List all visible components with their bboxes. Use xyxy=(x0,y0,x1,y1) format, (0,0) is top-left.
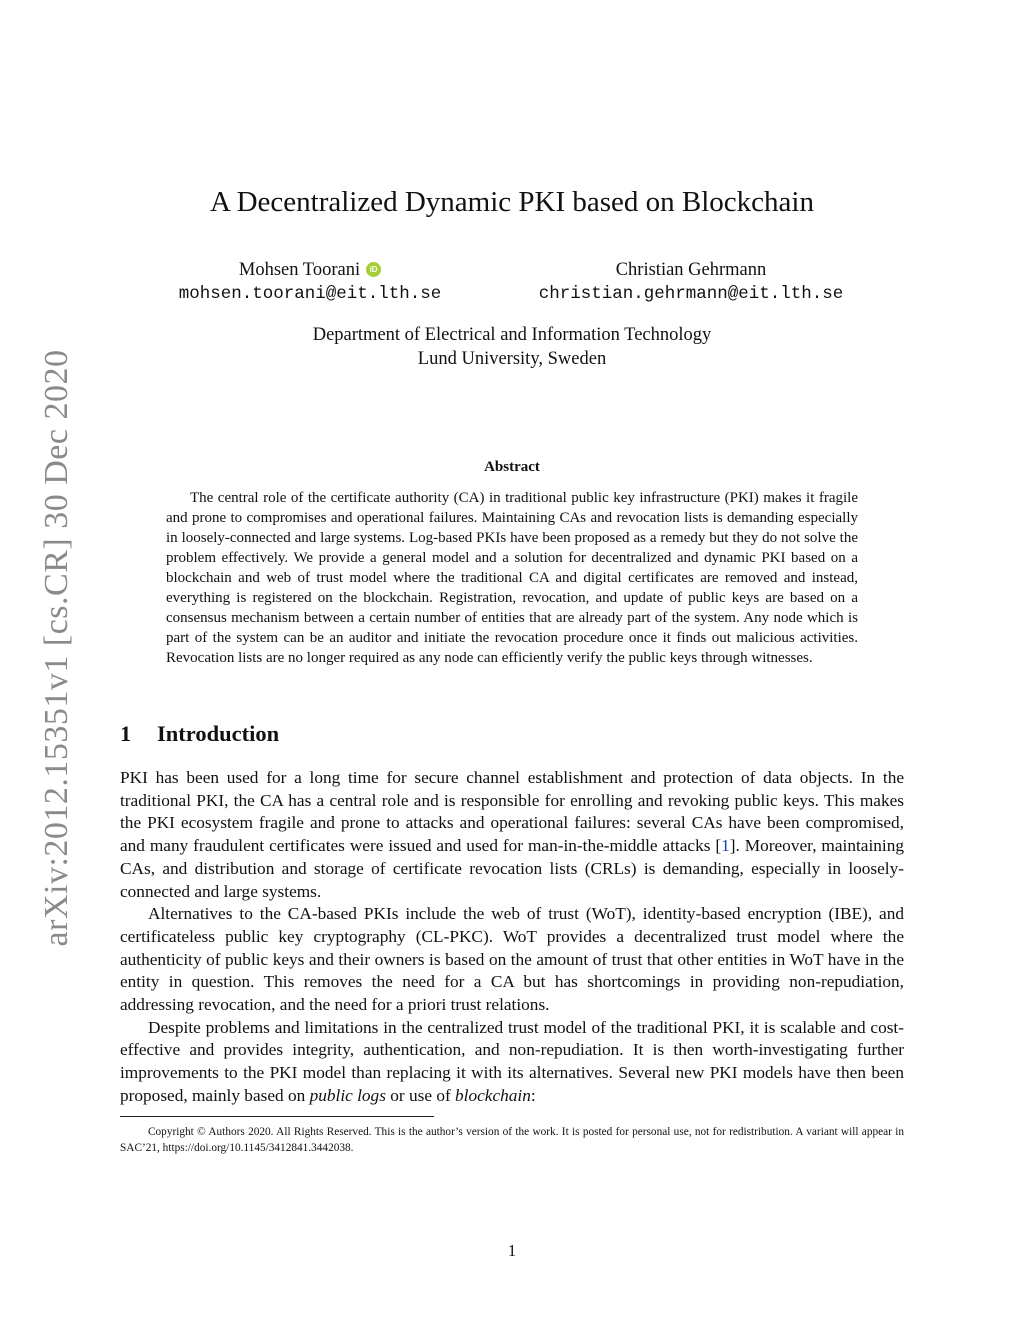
author-block-1 xyxy=(150,258,470,306)
citation-link[interactable]: 1 xyxy=(721,836,730,856)
footnote-divider xyxy=(120,1116,434,1117)
affiliation-department: Department of Electrical and Information Technology xyxy=(312,325,712,345)
affiliation xyxy=(0,323,1024,371)
author-block-2 xyxy=(510,258,872,306)
abstract-heading: Abstract xyxy=(484,459,540,475)
affiliation-university: Lund University, Sweden xyxy=(417,349,607,369)
section-number: 1 xyxy=(120,721,132,746)
emphasis-blockchain: blockchain xyxy=(455,1085,531,1105)
paragraph-3: Despite problems and limitations in the centralized trust model of the traditional PKI, it is scalable and cost-effective and provides integrity, authentication, and non-repudiation. It is then worth-investigating further improvements to the PKI model than replacing it with its alternatives. Several new PKI models have then been proposed, mainly based on public logs or use of blockchain: xyxy=(120,1017,904,1105)
introduction-body xyxy=(120,767,904,1108)
page-number: 1 xyxy=(507,1241,517,1260)
section-title: Introduction xyxy=(157,721,280,746)
copyright-footnote: Copyright © Authors 2020. All Rights Reserved. This is the author’s version of the work. It is posted for personal use, not for redistribution. A variant will appear in SAC’21, https://doi.org/10.1145/3412841.3442038. xyxy=(120,1126,904,1154)
arxiv-identifier-stamp: arXiv:2012.15351v1 [cs.CR] 30 Dec 2020 xyxy=(38,349,75,947)
paragraph-2: Alternatives to the CA-based PKIs include the web of trust (WoT), identity-based encryption (IBE), and certificateless public key cryptography (CL-PKC). WoT provides a decentralized trust model where the authenticity of public keys and their owners is based on the amount of trust that other entities in WoT have in the entity in question. This removes the need for a CA but has shortcomings in providing non-repudiation, addressing revocation, and the need for a priori trust relations. xyxy=(120,904,904,1015)
section-heading-introduction xyxy=(120,719,279,749)
author-email-1: mohsen.toorani@eit.lth.se xyxy=(178,284,442,304)
emphasis-public-logs: public logs xyxy=(309,1085,386,1105)
author-name-2: Christian Gehrmann xyxy=(615,260,767,280)
abstract-text: The central role of the certificate authority (CA) in traditional public key infrastructure (PKI) makes it fragile and prone to compromises and operational failures. Maintaining CAs and revocation lists is demanding especially in loosely-connected and large systems. Log-based PKIs have been proposed as a remedy but they do not solve the problem effectively. We provide a general model and a solution for decentralized and dynamic PKI based on a blockchain and web of trust model where the traditional CA and digital certificates are removed and instead, everything is registered on the blockchain. Registration, revocation, and update of public keys are based on a consensus mechanism between a certain number of entities that are already part of the system. Any node which is part of the system can be an auditor and initiate the revocation procedure once it finds out malicious activities. Revocation lists are no longer required as any node can efficiently verify the public keys through witnesses. xyxy=(166,490,858,666)
orcid-icon[interactable]: iD xyxy=(366,262,381,277)
author-name-1: Mohsen Toorani iD xyxy=(150,258,470,282)
paper-title: A Decentralized Dynamic PKI based on Blockchain xyxy=(210,186,814,218)
paragraph-1: PKI has been used for a long time for secure channel establishment and protection of data objects. In the traditional PKI, the CA has a central role and is responsible for enrolling and revoking public keys. This makes the PKI ecosystem fragile and prone to attacks and operational failures: several CAs have been compromised, and many fraudulent certificates were issued and used for man-in-the-middle attacks [1]. Moreover, maintaining CAs, and distribution and storage of certificate revocation lists (CRLs) is demanding, especially in loosely-connected and large systems. xyxy=(120,768,904,901)
author-email-2: christian.gehrmann@eit.lth.se xyxy=(538,284,844,304)
